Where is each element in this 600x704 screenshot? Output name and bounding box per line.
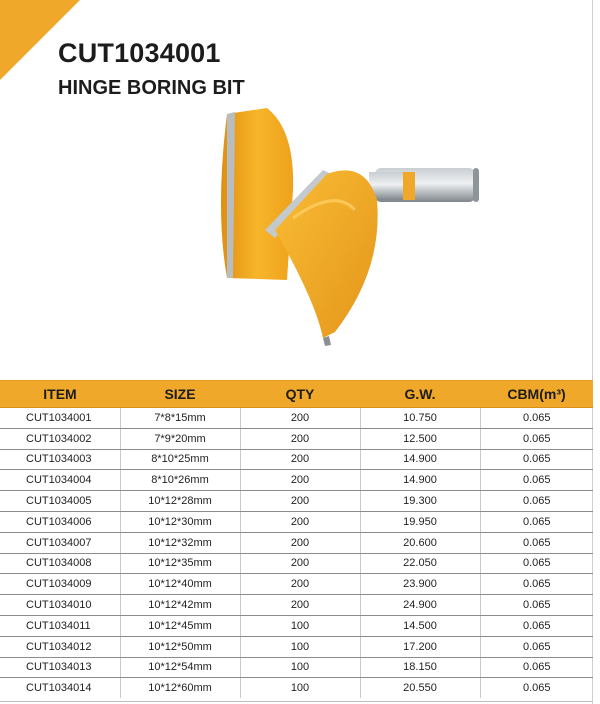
cell-size: 10*12*45mm: [120, 615, 240, 636]
cell-qty: 100: [240, 678, 360, 698]
cell-qty: 200: [240, 553, 360, 574]
cell-gw: 14.500: [360, 615, 480, 636]
cell-cbm: 0.065: [480, 511, 593, 532]
cell-cbm: 0.065: [480, 595, 593, 616]
cell-qty: 200: [240, 511, 360, 532]
cell-cbm: 0.065: [480, 574, 593, 595]
column-header-size: SIZE: [120, 381, 240, 408]
table-row: [0, 511, 593, 532]
cell-qty: 200: [240, 595, 360, 616]
cell-gw: 18.150: [360, 657, 480, 678]
cell-gw: 19.300: [360, 491, 480, 512]
cell-cbm: 0.065: [480, 636, 593, 657]
cell-qty: 100: [240, 657, 360, 678]
cell-gw: 24.900: [360, 595, 480, 616]
column-header-cbm: CBM(m³): [480, 381, 593, 408]
cell-size: 10*12*40mm: [120, 574, 240, 595]
cell-qty: 200: [240, 449, 360, 470]
cell-qty: 100: [240, 615, 360, 636]
table-row: [0, 449, 593, 470]
cell-item: CUT1034001: [0, 408, 120, 429]
table-row: [0, 428, 593, 449]
cell-gw: 14.900: [360, 470, 480, 491]
cell-qty: 200: [240, 408, 360, 429]
cell-item: CUT1034002: [0, 428, 120, 449]
cell-item: CUT1034003: [0, 449, 120, 470]
cell-size: 10*12*32mm: [120, 532, 240, 553]
cell-cbm: 0.065: [480, 553, 593, 574]
cell-qty: 200: [240, 574, 360, 595]
cell-cbm: 0.065: [480, 449, 593, 470]
cell-cbm: 0.065: [480, 428, 593, 449]
table-header-row: [0, 381, 593, 408]
cell-size: 7*9*20mm: [120, 428, 240, 449]
cell-gw: 12.500: [360, 428, 480, 449]
cell-size: 10*12*42mm: [120, 595, 240, 616]
cell-item: CUT1034009: [0, 574, 120, 595]
table-row: [0, 470, 593, 491]
cell-gw: 10.750: [360, 408, 480, 429]
cell-size: 10*12*28mm: [120, 491, 240, 512]
table-row: [0, 491, 593, 512]
cell-item: CUT1034005: [0, 491, 120, 512]
cell-item: CUT1034006: [0, 511, 120, 532]
cell-item: CUT1034008: [0, 553, 120, 574]
product-name: HINGE BORING BIT: [58, 77, 245, 99]
table-row: [0, 553, 593, 574]
cell-item: CUT1034007: [0, 532, 120, 553]
cell-size: 10*12*54mm: [120, 657, 240, 678]
cell-size: 8*10*26mm: [120, 470, 240, 491]
cell-qty: 200: [240, 532, 360, 553]
bottom-divider: [0, 701, 593, 702]
table-row: [0, 574, 593, 595]
cell-item: CUT1034012: [0, 636, 120, 657]
cell-size: 10*12*50mm: [120, 636, 240, 657]
cell-cbm: 0.065: [480, 491, 593, 512]
table-row: [0, 636, 593, 657]
hinge-boring-bit-icon: [205, 100, 490, 350]
cell-cbm: 0.065: [522, 682, 551, 695]
column-header-gw: G.W.: [360, 381, 480, 408]
cell-cbm: 0.065: [480, 615, 593, 636]
cell-item: CUT1034014: [0, 678, 120, 698]
cell-gw: 22.050: [360, 553, 480, 574]
product-model: CUT1034001: [58, 38, 221, 68]
cell-gw: 14.900: [360, 449, 480, 470]
table-row: [0, 595, 593, 616]
cell-cbm: 0.065: [480, 408, 593, 429]
column-header-item: ITEM: [0, 381, 120, 408]
cell-cbm: 0.065: [480, 470, 593, 491]
cell-cbm: 0.065: [480, 657, 593, 678]
cell-size: 10*12*35mm: [120, 553, 240, 574]
table-row: [0, 408, 593, 429]
cell-cbm: 0.065: [480, 532, 593, 553]
cell-gw: 23.900: [360, 574, 480, 595]
column-header-qty: QTY: [240, 381, 360, 408]
spec-table: [0, 380, 593, 698]
table-row: [0, 657, 593, 678]
cell-qty: 200: [240, 470, 360, 491]
table-row: [0, 678, 593, 698]
cell-qty: 200: [240, 491, 360, 512]
cell-size: 7*8*15mm: [120, 408, 240, 429]
cell-item: CUT1034011: [0, 615, 120, 636]
cell-size: 10*12*30mm: [120, 511, 240, 532]
cell-gw: 20.600: [360, 532, 480, 553]
cell-qty: 200: [240, 428, 360, 449]
cell-size: 10*12*60mm: [120, 678, 240, 698]
cell-qty: 100: [240, 636, 360, 657]
cell-size: 8*10*25mm: [120, 449, 240, 470]
cell-item: CUT1034013: [0, 657, 120, 678]
cell-item: CUT1034010: [0, 595, 120, 616]
cell-gw: 17.200: [360, 636, 480, 657]
table-row: [0, 615, 593, 636]
table-row: [0, 532, 593, 553]
cell-gw: 20.550: [360, 678, 480, 698]
cell-gw: 19.950: [360, 511, 480, 532]
cell-item: CUT1034004: [0, 470, 120, 491]
